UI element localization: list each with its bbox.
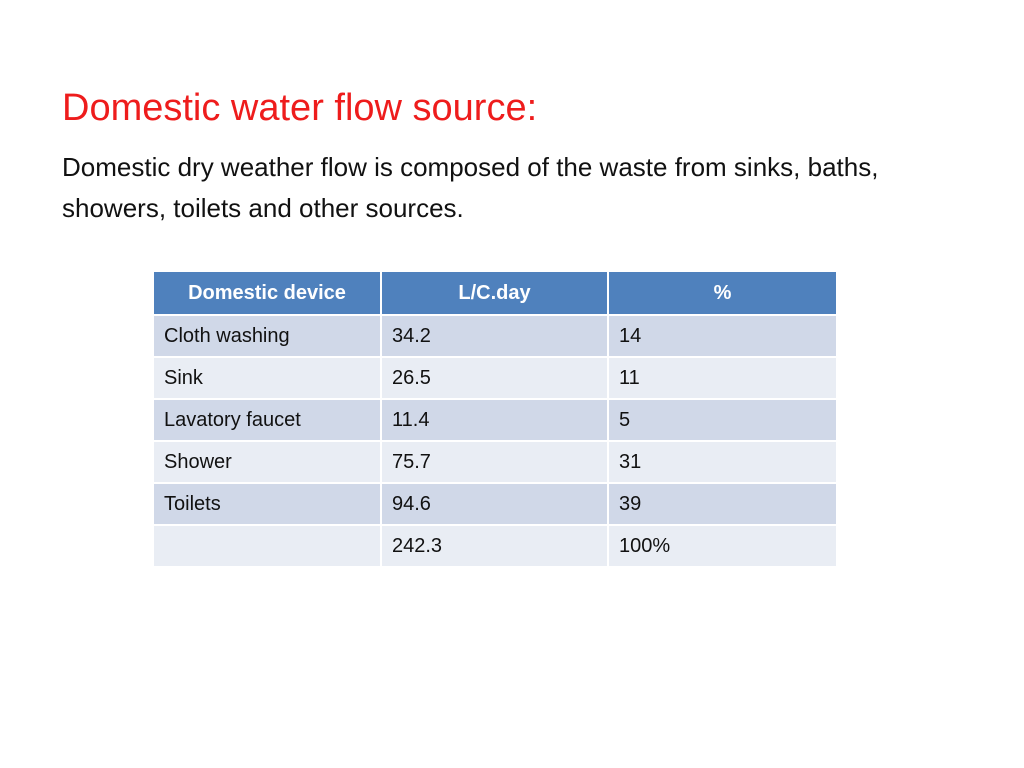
- cell-flow: 11.4: [381, 399, 608, 441]
- table-header-row: [154, 272, 836, 315]
- cell-device: [154, 525, 381, 567]
- cell-device: Shower: [154, 441, 381, 483]
- cell-percent: 11: [608, 357, 836, 399]
- slide-title: Domestic water flow source:: [62, 87, 538, 129]
- header-percent: %: [608, 272, 836, 315]
- cell-flow: 34.2: [381, 315, 608, 357]
- cell-percent: 31: [608, 441, 836, 483]
- cell-flow-total: 242.3: [381, 525, 608, 567]
- table-row: [154, 441, 836, 483]
- slide-body-text: Domestic dry weather flow is composed of the waste from sinks, baths, showers, toilets and other sources.: [62, 152, 879, 223]
- table-row: [154, 315, 836, 357]
- water-flow-table: [154, 272, 836, 568]
- cell-percent: 5: [608, 399, 836, 441]
- cell-percent: 14: [608, 315, 836, 357]
- cell-percent-total: 100%: [608, 525, 836, 567]
- header-liters-per-capita-day: L/C.day: [381, 272, 608, 315]
- cell-device: Lavatory faucet: [154, 399, 381, 441]
- table-row: [154, 483, 836, 525]
- cell-device: Sink: [154, 357, 381, 399]
- table-row-total: [154, 525, 836, 567]
- cell-flow: 26.5: [381, 357, 608, 399]
- header-domestic-device: Domestic device: [154, 272, 381, 315]
- cell-percent: 39: [608, 483, 836, 525]
- table-row: [154, 399, 836, 441]
- table-row: [154, 357, 836, 399]
- cell-flow: 75.7: [381, 441, 608, 483]
- cell-device: Toilets: [154, 483, 381, 525]
- cell-flow: 94.6: [381, 483, 608, 525]
- cell-device: Cloth washing: [154, 315, 381, 357]
